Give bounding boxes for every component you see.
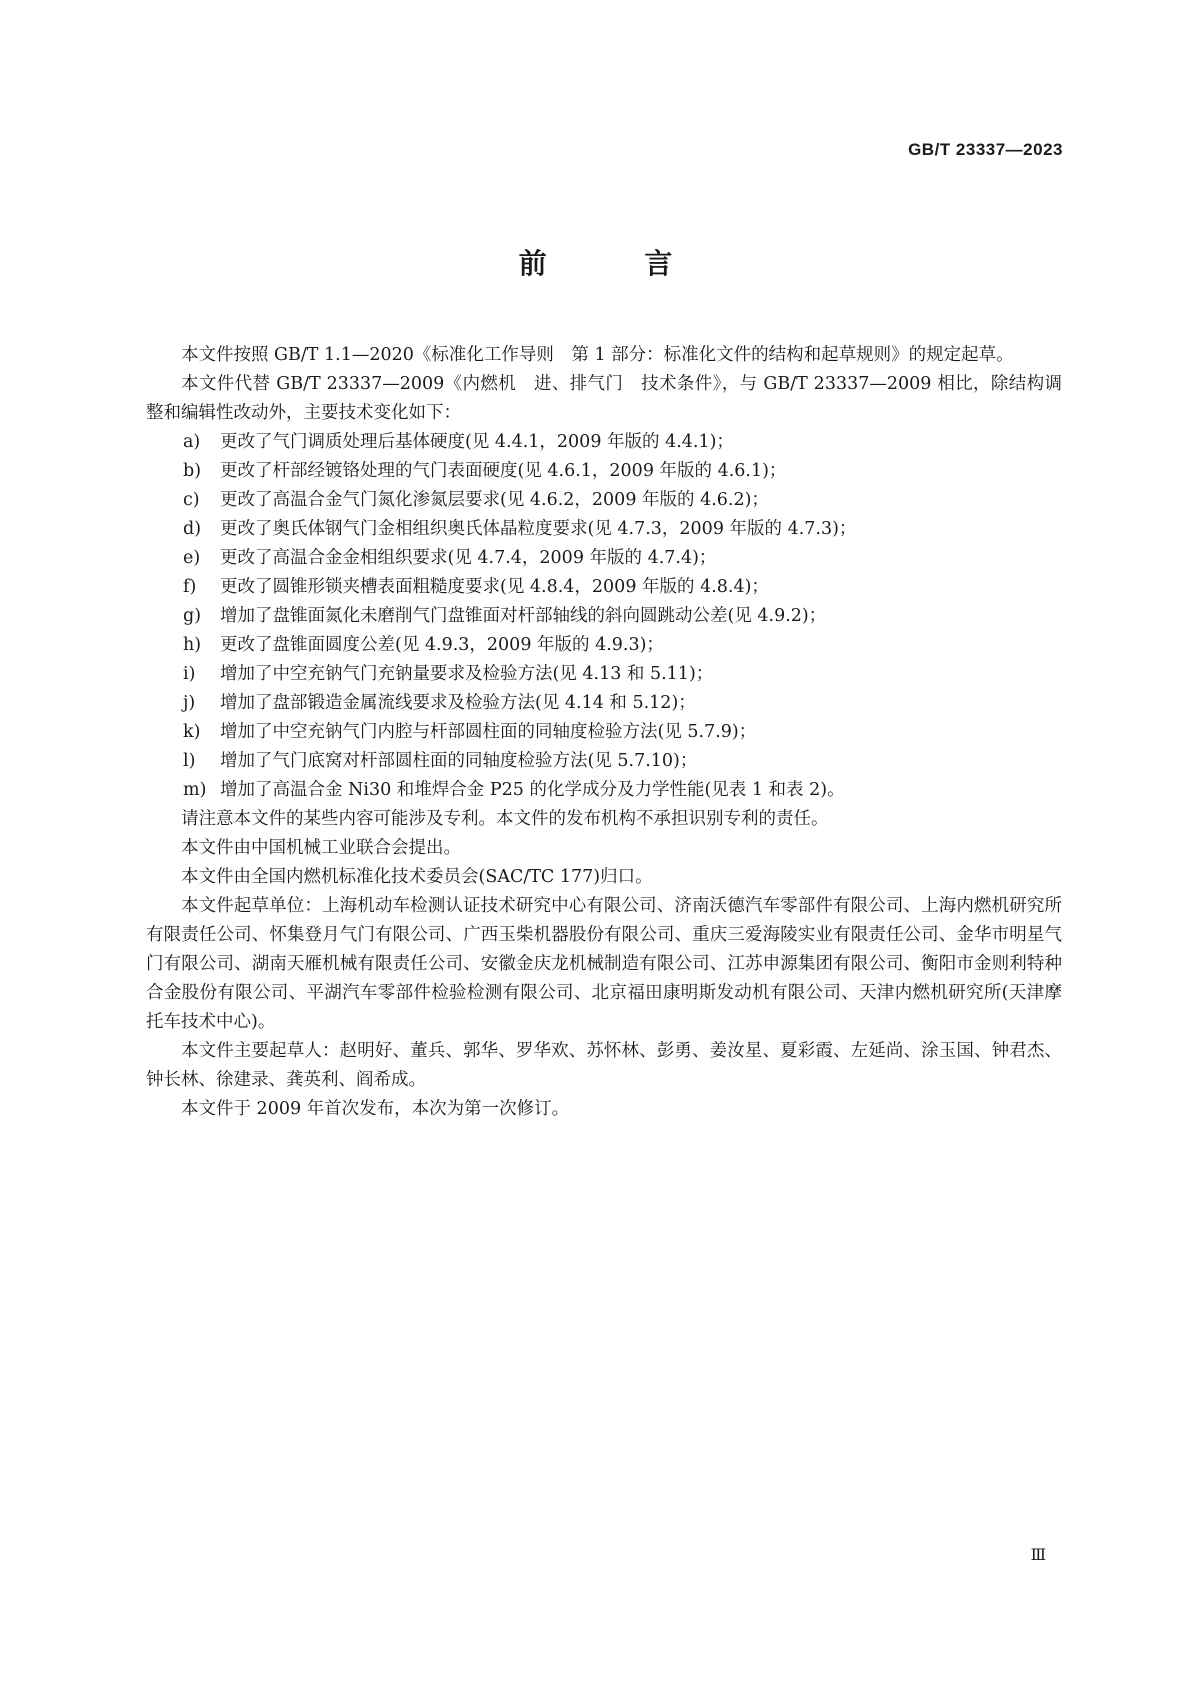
list-text: 更改了杆部经镀铬处理的气门表面硬度(见 4.6.1，2009 年版的 4.6.1)；: [220, 461, 787, 481]
list-marker: e): [183, 548, 201, 568]
document-body: [146, 341, 1062, 1124]
list-text: 增加了盘部锻造金属流线要求及检验方法(见 4.14 和 5.12)；: [220, 693, 696, 713]
list-marker: k): [183, 722, 201, 742]
paragraph: 本文件由全国内燃机标准化技术委员会(SAC/TC 177)归口。: [181, 867, 653, 887]
list-text: 更改了高温合金金相组织要求(见 4.7.4，2009 年版的 4.7.4)；: [220, 548, 717, 568]
list-marker: d): [183, 519, 202, 539]
list-item: [146, 718, 1062, 747]
list-marker: i): [183, 664, 196, 684]
page-title: 前 言: [518, 247, 717, 280]
paragraph: 本文件起草单位：上海机动车检测认证技术研究中心有限公司、济南沃德汽车零部件有限公司、上海内燃机研究所有限责任公司、怀集登月气门有限公司、广西玉柴机器股份有限公司、重庆三爱海陵实业有限责任公司、金华市明星气门有限公司、湖南天雁机械有限责任公司、安徽金庆龙机械制造有限公司、江苏申源集团有限公司、衡阳市金则利特种合金股份有限公司、平湖汽车零部件检验检测有限公司、北京福田康明斯发动机有限公司、天津内燃机研究所(天津摩托车技术中心)。: [146, 896, 1062, 1032]
list-text: 增加了盘锥面氮化未磨削气门盘锥面对杆部轴线的斜向圆跳动公差(见 4.9.2)；: [220, 606, 827, 626]
list-text: 更改了盘锥面圆度公差(见 4.9.3，2009 年版的 4.9.3)；: [220, 635, 664, 655]
list-marker: g): [183, 606, 202, 626]
list-text: 更改了奥氏体钢气门金相组织奥氏体晶粒度要求(见 4.7.3，2009 年版的 4.7.3)；: [220, 519, 857, 539]
list-marker: l): [183, 751, 196, 771]
list-marker: h): [183, 635, 202, 655]
list-item: [146, 544, 1062, 573]
paragraph: 本文件代替 GB/T 23337—2009《内燃机 进、排气门 技术条件》，与 GB/T 23337—2009 相比，除结构调整和编辑性改动外，主要技术变化如下：: [146, 374, 1062, 423]
page-number: Ⅲ: [1030, 1545, 1046, 1564]
list-text: 增加了高温合金 Ni30 和堆焊合金 P25 的化学成分及力学性能(见表 1 和表 2)。: [220, 780, 845, 800]
list-item: [146, 486, 1062, 515]
paragraph: 本文件按照 GB/T 1.1—2020《标准化工作导则 第 1 部分：标准化文件的结构和起草规则》的规定起草。: [181, 345, 1014, 365]
list-marker: j): [183, 693, 196, 713]
list-marker: f): [183, 577, 197, 597]
list-marker: c): [183, 490, 200, 510]
list-text: 更改了气门调质处理后基体硬度(见 4.4.1，2009 年版的 4.4.1)；: [220, 432, 734, 452]
list-item: [146, 573, 1062, 602]
list-item: [146, 457, 1062, 486]
standard-code: GB/T 23337—2023: [908, 140, 1063, 159]
list-text: 增加了中空充钠气门内腔与杆部圆柱面的同轴度检验方法(见 5.7.9)；: [220, 722, 757, 742]
list-item: [146, 602, 1062, 631]
list-marker: a): [183, 432, 201, 452]
list-text: 更改了圆锥形锁夹槽表面粗糙度要求(见 4.8.4，2009 年版的 4.8.4)；: [220, 577, 769, 597]
paragraph: 本文件于 2009 年首次发布，本次为第一次修订。: [181, 1099, 570, 1119]
list-item: [146, 747, 1062, 776]
list-item: [146, 689, 1062, 718]
list-text: 更改了高温合金气门氮化渗氮层要求(见 4.6.2，2009 年版的 4.6.2)；: [220, 490, 769, 510]
list-item: [146, 428, 1062, 457]
list-marker: b): [183, 461, 202, 481]
paragraph: 本文件由中国机械工业联合会提出。: [181, 838, 461, 858]
list-marker: m): [183, 780, 207, 800]
paragraph: 请注意本文件的某些内容可能涉及专利。本文件的发布机构不承担识别专利的责任。: [181, 809, 829, 829]
changes-list: [146, 428, 1062, 805]
list-text: 增加了气门底窝对杆部圆柱面的同轴度检验方法(见 5.7.10)；: [220, 751, 698, 771]
list-item: [146, 515, 1062, 544]
list-item: [146, 631, 1062, 660]
list-item: [146, 660, 1062, 689]
list-text: 增加了中空充钠气门充钠量要求及检验方法(见 4.13 和 5.11)；: [220, 664, 714, 684]
list-item: [146, 776, 1062, 805]
paragraph: 本文件主要起草人：赵明好、董兵、郭华、罗华欢、苏怀林、彭勇、姜汝星、夏彩霞、左延尚、涂玉国、钟君杰、钟长林、徐建录、龚英利、阎希成。: [146, 1041, 1062, 1090]
